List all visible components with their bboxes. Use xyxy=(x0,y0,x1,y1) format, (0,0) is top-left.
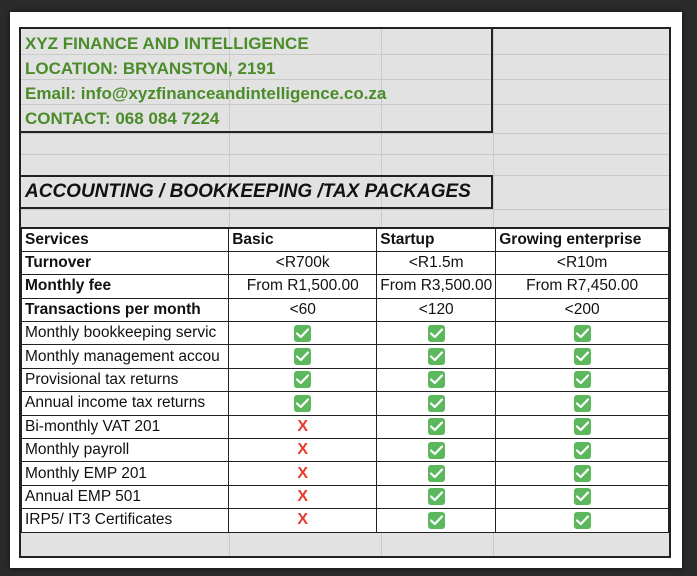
table-cell xyxy=(229,368,377,391)
table-cell: <200 xyxy=(496,298,669,321)
table-cell xyxy=(496,485,669,508)
cross-icon: X xyxy=(297,487,309,505)
check-icon xyxy=(574,512,591,529)
table-cell xyxy=(496,462,669,485)
check-icon xyxy=(294,325,311,342)
table-row xyxy=(22,392,669,415)
table-cell xyxy=(229,392,377,415)
row-label: Turnover xyxy=(22,251,229,274)
check-icon xyxy=(574,395,591,412)
spreadsheet-grid xyxy=(19,27,671,558)
check-icon xyxy=(574,325,591,342)
check-icon xyxy=(574,348,591,365)
table-cell xyxy=(229,415,377,438)
check-icon xyxy=(428,465,445,482)
table-cell: From R1,500.00 xyxy=(229,275,377,298)
table-cell xyxy=(377,415,496,438)
check-icon xyxy=(294,395,311,412)
check-icon xyxy=(428,488,445,505)
check-icon xyxy=(428,325,445,342)
table-row xyxy=(22,462,669,485)
cross-icon: X xyxy=(297,417,309,435)
row-label: Monthly fee xyxy=(22,275,229,298)
table-cell xyxy=(229,485,377,508)
check-icon xyxy=(294,371,311,388)
table-cell xyxy=(377,485,496,508)
check-icon xyxy=(574,442,591,459)
table-row xyxy=(22,345,669,368)
table-cell: <R700k xyxy=(229,251,377,274)
service-label: Annual EMP 501 xyxy=(22,485,229,508)
table-row xyxy=(22,322,669,345)
table-cell xyxy=(496,322,669,345)
table-row xyxy=(22,251,669,274)
check-icon xyxy=(574,371,591,388)
table-cell xyxy=(496,439,669,462)
check-icon xyxy=(428,395,445,412)
table-cell xyxy=(496,392,669,415)
table-cell xyxy=(496,509,669,532)
packages-table xyxy=(21,227,669,533)
table-row xyxy=(22,509,669,532)
table-row xyxy=(22,368,669,391)
column-header: Basic xyxy=(229,228,377,251)
check-icon xyxy=(428,371,445,388)
spreadsheet-page xyxy=(10,12,682,568)
service-label: IRP5/ IT3 Certificates xyxy=(22,509,229,532)
table-cell xyxy=(377,345,496,368)
table-cell xyxy=(229,322,377,345)
check-icon xyxy=(574,465,591,482)
table-cell: <R1.5m xyxy=(377,251,496,274)
packages-title: ACCOUNTING / BOOKKEEPING /TAX PACKAGES xyxy=(21,175,493,209)
table-row xyxy=(22,485,669,508)
company-info-box xyxy=(21,29,493,133)
column-header: Startup xyxy=(377,228,496,251)
cross-icon: X xyxy=(297,464,309,482)
table-cell: From R7,450.00 xyxy=(496,275,669,298)
service-label: Annual income tax returns xyxy=(22,392,229,415)
service-label: Monthly payroll xyxy=(22,439,229,462)
check-icon xyxy=(428,512,445,529)
table-cell xyxy=(229,509,377,532)
check-icon xyxy=(574,488,591,505)
table-cell xyxy=(377,368,496,391)
service-label: Monthly EMP 201 xyxy=(22,462,229,485)
cross-icon: X xyxy=(297,441,309,459)
check-icon xyxy=(428,442,445,459)
row-label: Transactions per month xyxy=(22,298,229,321)
table-row xyxy=(22,275,669,298)
check-icon xyxy=(294,348,311,365)
company-name: XYZ FINANCE AND INTELLIGENCE xyxy=(25,34,309,53)
table-cell xyxy=(496,345,669,368)
column-header: Services xyxy=(22,228,229,251)
service-label: Monthly bookkeeping servic xyxy=(22,322,229,345)
company-location: LOCATION: BRYANSTON, 2191 xyxy=(25,59,276,78)
company-email: Email: info@xyzfinanceandintelligence.co.za xyxy=(25,84,387,103)
table-cell: From R3,500.00 xyxy=(377,275,496,298)
service-label: Bi-monthly VAT 201 xyxy=(22,415,229,438)
table-cell xyxy=(377,439,496,462)
table-row xyxy=(22,415,669,438)
table-cell xyxy=(496,368,669,391)
service-label: Provisional tax returns xyxy=(22,368,229,391)
check-icon xyxy=(428,418,445,435)
table-cell xyxy=(229,345,377,368)
table-cell: <60 xyxy=(229,298,377,321)
table-cell xyxy=(496,415,669,438)
table-row xyxy=(22,298,669,321)
column-header: Growing enterprise xyxy=(496,228,669,251)
table-cell xyxy=(377,322,496,345)
company-contact: CONTACT: 068 084 7224 xyxy=(25,109,220,128)
table-cell: <R10m xyxy=(496,251,669,274)
check-icon xyxy=(574,418,591,435)
table-cell xyxy=(229,462,377,485)
table-cell xyxy=(377,462,496,485)
service-label: Monthly management accou xyxy=(22,345,229,368)
table-row xyxy=(22,439,669,462)
check-icon xyxy=(428,348,445,365)
table-cell xyxy=(377,509,496,532)
table-cell xyxy=(377,392,496,415)
table-cell xyxy=(229,439,377,462)
table-cell: <120 xyxy=(377,298,496,321)
cross-icon: X xyxy=(297,511,309,529)
table-header-row xyxy=(22,228,669,251)
